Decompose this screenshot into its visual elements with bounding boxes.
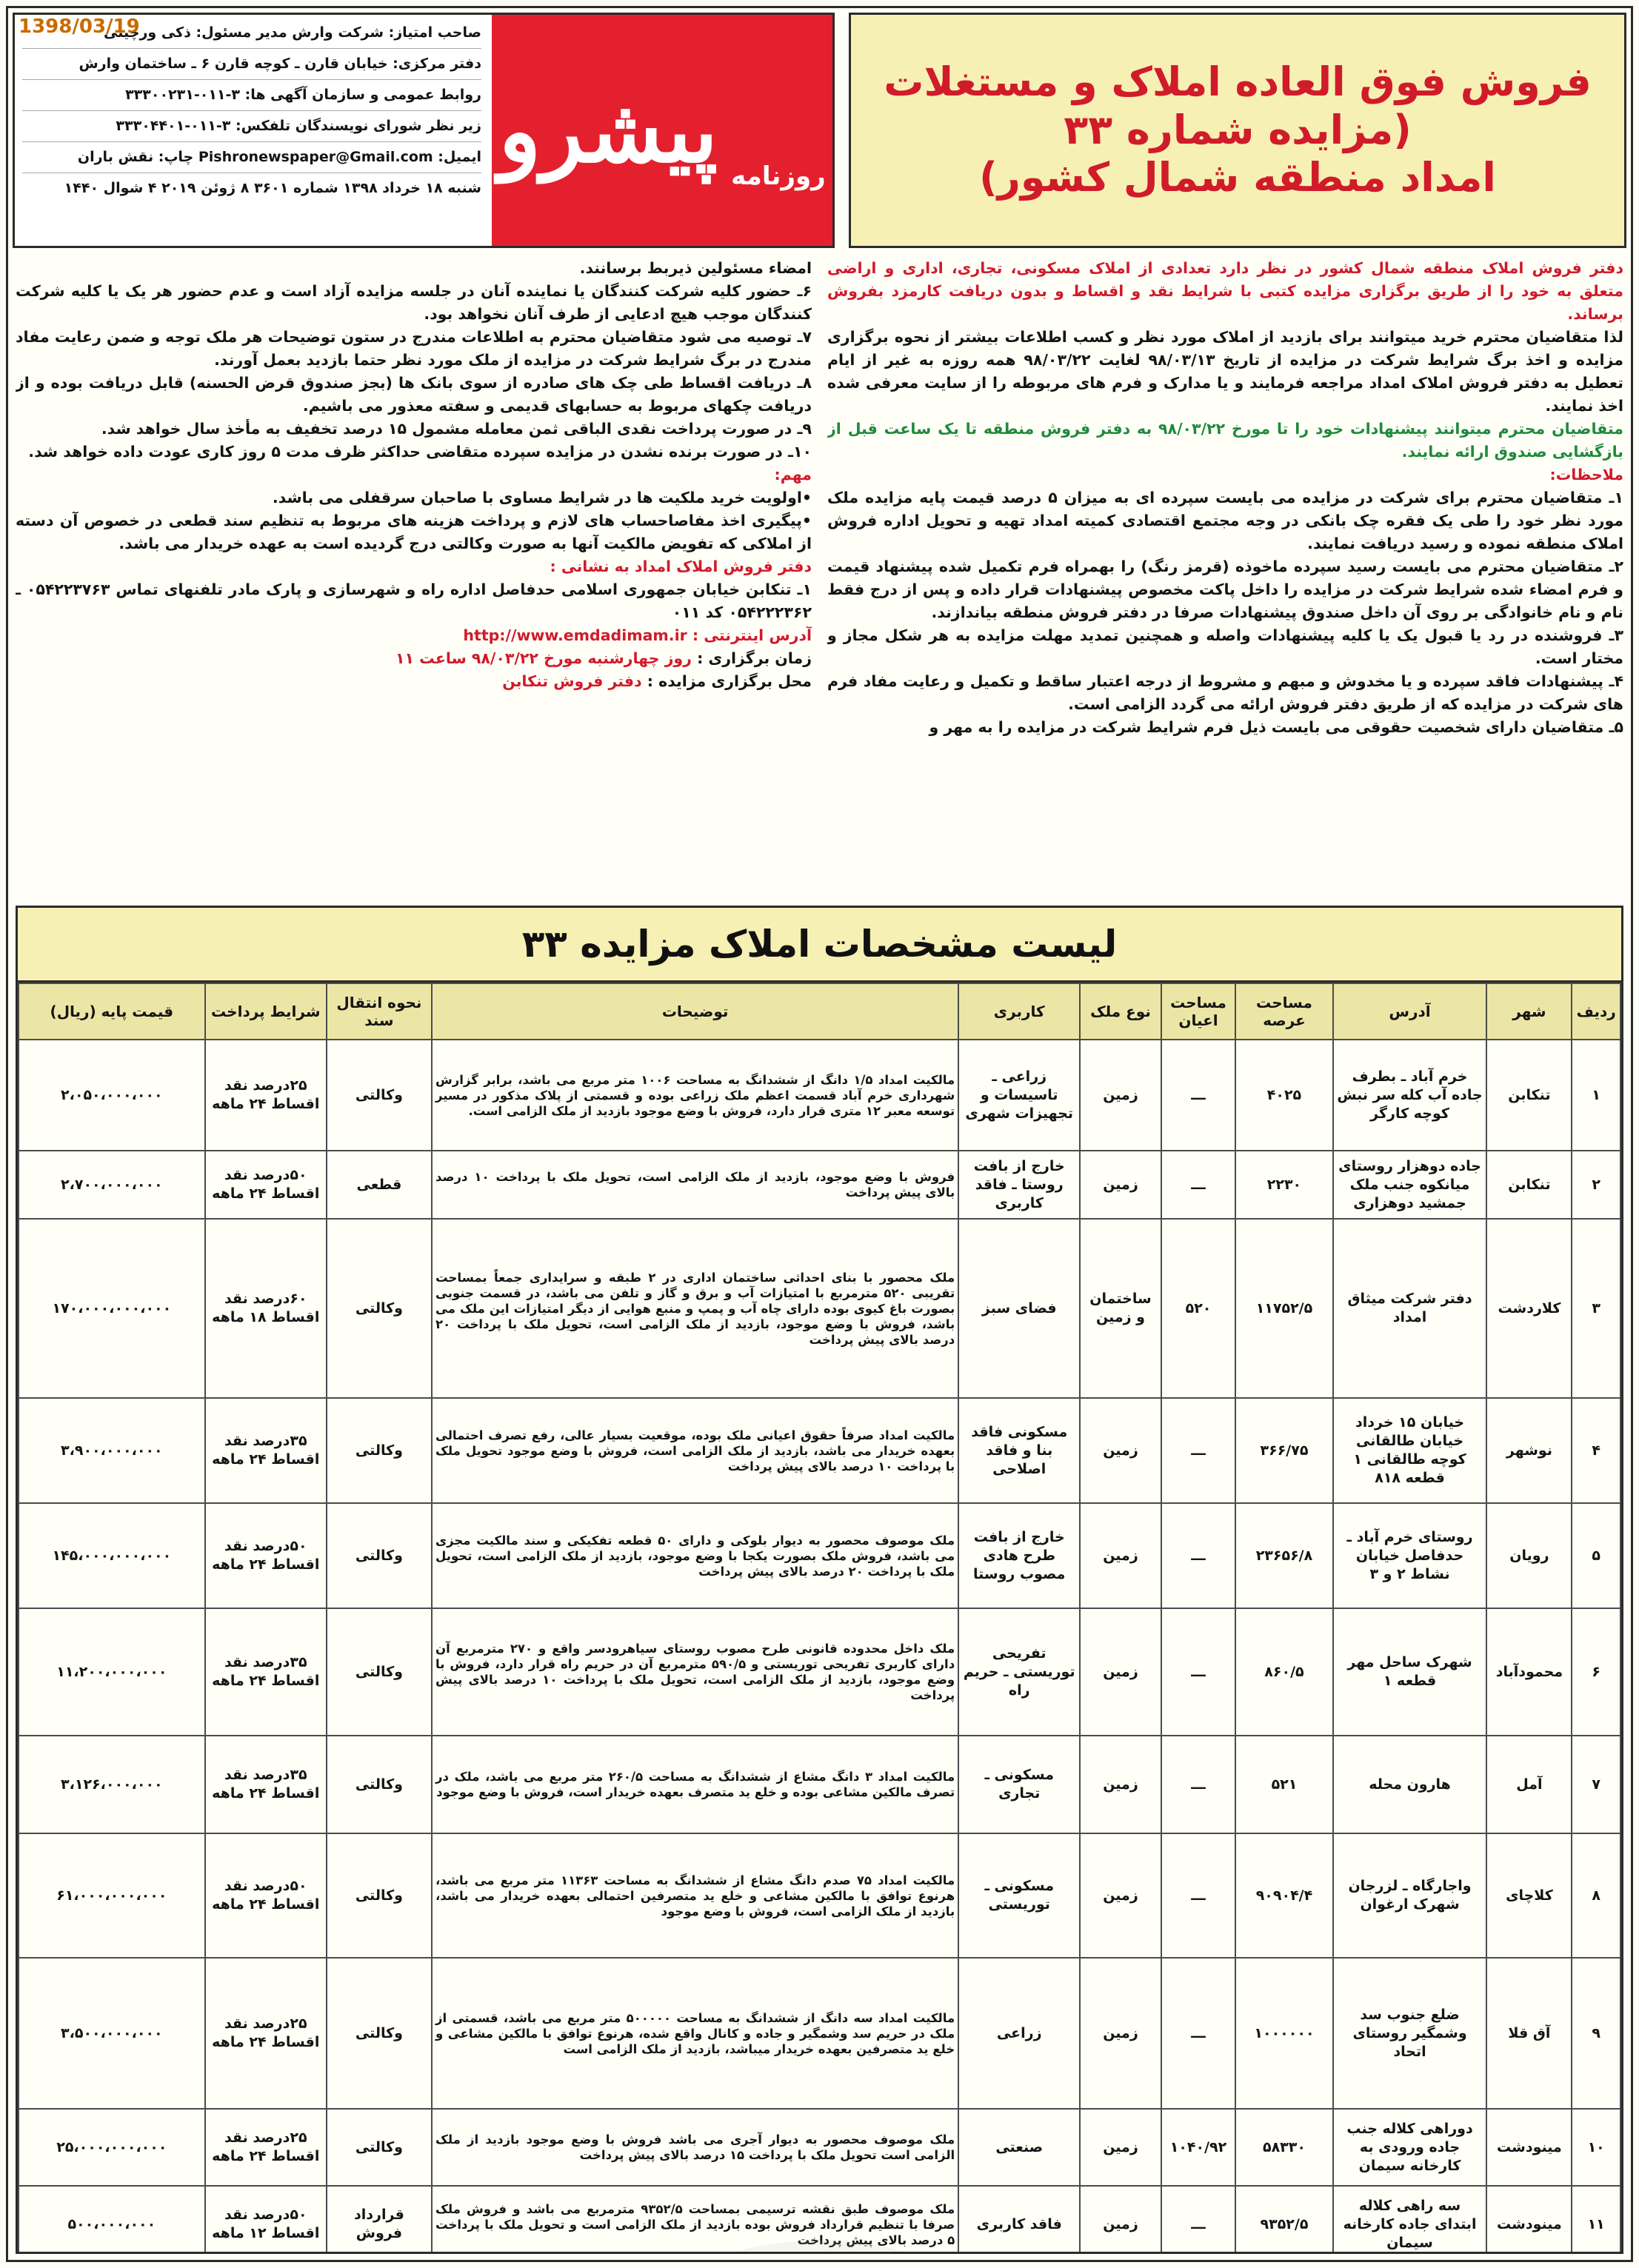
note-1: ۱ـ متقاضیان محترم برای شرکت در مزایده می بایست سپرده ای به میزان ۵ درصد قیمت پایه مزایده ملک مورد نظر خود را طی یک فقره چک بانکی در وجه مجتمع اقتصادی کمیته امداد تهیه و تحویل اداره فروش املاک منطقه نموده و رسید دریافت نمایند. xyxy=(827,489,1623,552)
table-cell: ۲۳۶۵۶/۸ xyxy=(1235,1503,1332,1608)
masthead-row: دفتر مرکزی: خیابان قارن ـ کوچه قارن ۶ ـ ساختمان وارش xyxy=(22,49,481,80)
table-cell: قطعی xyxy=(327,1151,432,1219)
table-header-cell: قیمت پایه (ریال) xyxy=(19,983,205,1040)
table-header-cell: مساحت عرصه xyxy=(1235,983,1332,1040)
table-header-cell: نحوه انتقال سند xyxy=(327,983,432,1040)
ad-title-line1: فروش فوق العاده املاک و مستغلات xyxy=(884,58,1592,105)
note-9: ۹ـ در صورت پرداخت نقدی الباقی ثمن معامله مشمول ۱۵ درصد تخفیف به مأخذ سال خواهد شد. xyxy=(101,420,812,438)
table-cell: وکالتی xyxy=(327,2109,432,2186)
table-cell: ملک داخل محدوده قانونی طرح مصوب روستای سیاهرودسر واقع و ۲۷۰ مترمربع آن دارای کاربری تفریحی توریستی و ۵۹۰/۵ مترمربع آن در حریم راه قرار دارد، فروش با وضع موجود، بازدید از ملک الزامی است، تحویل ملک با پرداخت ۱۰ درصد بالای پیش پرداخت xyxy=(432,1608,958,1736)
masthead-row: روابط عمومی و سازمان آگهی ها: ۳-۰۱۱-۳۳۳۰۰۲۳۱ xyxy=(22,80,481,111)
table-cell: فروش با وضع موجود، بازدید از ملک الزامی است، تحویل ملک با پرداخت ۱۰ درصد بالای پیش پرداخت xyxy=(432,1151,958,1219)
table-body xyxy=(19,1040,1620,2254)
masthead-info xyxy=(15,15,489,246)
table-cell: آمل xyxy=(1486,1736,1572,1833)
table-cell: زمین xyxy=(1080,1151,1161,1219)
table-row xyxy=(19,1608,1620,1736)
note-4: ۴ـ پیشنهادات فاقد سپرده و یا مخدوش و مبهم و مشروط از درجه اعتبار ساقط و تکمیل و رعایت مفاد فرم های شرکت در مزایده که از طریق دفتر فروش ارائه می گردد الزامی است. xyxy=(827,672,1623,713)
table-cell: آق قلا xyxy=(1486,1958,1572,2109)
table-cell: نوشهر xyxy=(1486,1398,1572,1503)
note-7: ۷ـ توصیه می شود متقاضیان محترم به اطلاعات مندرج در ستون توضیحات هر ملک توجه و ضمن رعایت مفاد مندرج در برگ شرایط شرکت در مزایده از ملک مورد نظر حتما بازدید بعمل آورند. xyxy=(16,328,812,369)
table-cell: ۳۵درصد نقد اقساط ۲۴ ماهه xyxy=(205,1608,327,1736)
table-cell: ملک محصور با بنای احداثی ساختمان اداری در ۲ طبقه و سرایداری جمعاً بمساحت تقریبی ۵۲۰ مترمربع با امتیازات آب و برق و گاز و تلفن می باشد، در قسمت جنوبی بصورت باغ کیوی بوده دارای چاه آب و پمپ و منبع هوایی از دیگر امتیازات این ملک می باشد، فروش با وضع موجود، بازدید از ملک الزامی است، تحویل ملک با پرداخت ۲۰ درصد بالای پیش پرداخت xyxy=(432,1219,958,1398)
table-header-row xyxy=(19,983,1620,1040)
table-cell: ۹ xyxy=(1572,1958,1620,2109)
table-cell: زراعی xyxy=(958,1958,1080,2109)
table-row xyxy=(19,1040,1620,1151)
intro-paragraph: دفتر فروش املاک منطقه شمال کشور در نظر دارد تعدادی از املاک مسکونی، تجاری، اداری و اراضی متعلق به خود را از طریق برگزاری مزایده کتبی با شرایط نقد و اقساط و بدون دریافت کارمزد بفروش برساند. xyxy=(827,259,1623,323)
table-cell: ۵۲۱ xyxy=(1235,1736,1332,1833)
table-header-cell: مساحت اعیان xyxy=(1161,983,1236,1040)
table-cell: ۳ xyxy=(1572,1219,1620,1398)
table-cell: مسکونی فاقد بنا و فاقد اصلاحی xyxy=(958,1398,1080,1503)
property-table xyxy=(18,983,1621,2254)
table-cell: ۵۰درصد نقد اقساط ۱۲ ماهه xyxy=(205,2186,327,2254)
important-1: •اولویت خرید ملکیت ها در شرایط مساوی با صاحبان سرقفلی می باشد. xyxy=(272,489,812,506)
table-cell: ـــ xyxy=(1161,1833,1236,1958)
table-cell: ۷ xyxy=(1572,1736,1620,1833)
table-cell: ملک موصوف طبق نقشه ترسیمی بمساحت ۹۳۵۲/۵ مترمربع می باشد و فروش ملک صرفا با تنظیم قرارداد فروش بوده بازدید از ملک الزامی است و تحویل ملک با پرداخت ۵ درصد بالای پیش پرداخت xyxy=(432,2186,958,2254)
note-8: ۸ـ دریافت اقساط طی چک های صادره از سوی بانک ها (بجز صندوق قرض الحسنه) قابل دریافت بوده و از دریافت چکهای مربوط به حسابهای قدیمی و سفته معذور می باشیم. xyxy=(16,374,812,415)
table-cell: ـــ xyxy=(1161,2186,1236,2254)
place-value: دفتر فروش تنکابن xyxy=(502,672,642,690)
table-cell: ۵۲۰ xyxy=(1161,1219,1236,1398)
table-cell: وکالتی xyxy=(327,1958,432,2109)
table-cell: ۱۰۰۰۰۰۰ xyxy=(1235,1958,1332,2109)
place-label: محل برگزاری مزایده : xyxy=(647,672,812,690)
table-cell: ملک موصوف محصور به دیوار آجری می باشد فروش با وضع موجود بازدید از ملک الزامی است تحویل ملک با پرداخت ۱۵ درصد بالای پیش پرداخت xyxy=(432,2109,958,2186)
table-cell: زمین xyxy=(1080,1040,1161,1151)
important-heading: مهم: xyxy=(774,466,812,484)
table-row xyxy=(19,1398,1620,1503)
visit-paragraph: لذا متقاضیان محترم خرید میتوانند برای بازدید از املاک مورد نظر و کسب اطلاعات بیشتر از نحوه برگزاری مزایده و اخذ برگ شرایط شرکت در مزایده از تاریخ ۹۸/۰۳/۱۳ لغایت ۹۸/۰۳/۲۲ همه روزه به غیر از ایام تعطیل به دفتر فروش املاک امداد مراجعه فرمایند و یا مدارک و فرم های مربوطه را از سایت معرفی شده اخذ نمایند. xyxy=(827,328,1623,415)
office-address: ۱ـ تنکابن خیابان جمهوری اسلامی حدفاصل اداره راه و شهرسازی و پارک مادر تلفنهای تماس ۰۵۴۲۲۳۷۶۳ ـ ۰۵۴۲۲۲۳۶۲ کد ۰۱۱ xyxy=(16,581,812,621)
table-cell: روستای خرم آباد ـ حدفاصل خیابان نشاط ۲ و ۳ xyxy=(1333,1503,1487,1608)
table-cell: دوراهی کلاله جنب جاده ورودی به کارخانه سیمان xyxy=(1333,2109,1487,2186)
note-6: ۶ـ حضور کلیه شرکت کنندگان یا نماینده آنان در جلسه مزایده آزاد است و عدم حضور هر یک یا کلیه شرکت کنندگان موجب هیچ ادعایی از طرف آنان نخواهد بود. xyxy=(16,282,812,323)
note-5: ۵ـ متقاضیان دارای شخصیت حقوقی می بایست ذیل فرم شرایط شرکت در مزایده را به مهر و xyxy=(929,718,1623,736)
table-cell: دفتر شرکت میثاق امداد xyxy=(1333,1219,1487,1398)
note-3: ۳ـ فروشنده در رد یا قبول یک یا کلیه پیشنهادات واصله و همچنین تمدید مهلت مزایده به هر شکل مجاز و مختار است. xyxy=(827,626,1623,667)
place-line xyxy=(16,670,812,693)
table-header-cell: آدرس xyxy=(1333,983,1487,1040)
table-header-cell: شهر xyxy=(1486,983,1572,1040)
table-cell: ۶ xyxy=(1572,1608,1620,1736)
note-10: ۱۰ـ در صورت برنده نشدن در مزایده سپرده متقاضی حداکثر ظرف مدت ۵ روز کاری عودت داده خواهد شد. xyxy=(28,443,812,461)
table-header-cell: شرایط پرداخت xyxy=(205,983,327,1040)
table-cell: هارون محله xyxy=(1333,1736,1487,1833)
table-row xyxy=(19,1151,1620,1219)
table-cell: فاقد کاربری xyxy=(958,2186,1080,2254)
logo-small-text: روزنامه xyxy=(731,161,826,191)
table-cell: ۳۶۶/۷۵ xyxy=(1235,1398,1332,1503)
table-cell: ۱۱،۲۰۰،۰۰۰،۰۰۰ xyxy=(19,1608,205,1736)
table-cell: مالکیت امداد ۳ دانگ مشاع از ششدانگ به مساحت ۲۶۰/۵ متر مربع می باشد، ملک در تصرف مالکین مشاعی بوده و خلع ید متصرف بعهده خریدار است، فروش با وضع موجود xyxy=(432,1736,958,1833)
table-cell: خرم آباد ـ بطرف جاده آب کله سر نبش کوچه کارگر xyxy=(1333,1040,1487,1151)
table-cell: مالکیت امداد سه دانگ از ششدانگ به مساحت ۵۰۰۰۰۰ متر مربع می باشد، قسمتی از ملک در حریم سد وشمگیر و جاده و کانال واقع شده، هرنوع توافق با مالکین مشاعی و خلع ید متصرفین بعهده خریدار میباشد، بازدید از ملک الزامی است xyxy=(432,1958,958,2109)
table-cell: ۵۰درصد نقد اقساط ۲۴ ماهه xyxy=(205,1503,327,1608)
table-cell: ـــ xyxy=(1161,1040,1236,1151)
table-cell: فضای سبز xyxy=(958,1219,1080,1398)
table-cell: ۱۴۵،۰۰۰،۰۰۰،۰۰۰ xyxy=(19,1503,205,1608)
table-cell: ۸ xyxy=(1572,1833,1620,1958)
time-label: زمان برگزاری : xyxy=(697,649,812,667)
note-2: ۲ـ متقاضیان محترم می بایست رسید سپرده ماخوذه (قرمز رنگ) را بهمراه فرم تکمیل شده پیشنهاد قیمت و فرم امضاء شده شرایط شرکت در مزایده را داخل پاکت مخصوص پیشنهادات قرار داده و پس از درج فقط نام و نام خانوادگی بر روی آن داخل صندوق پیشنهادات صرفا در دفتر فروش منطقه بیاندازند. xyxy=(827,558,1623,621)
important-2: •پیگیری اخذ مفاصاحساب های لازم و پرداخت هزینه های مربوط به تنظیم سند قطعی در خصوص آن دسته از املاکی که تفویض مالکیت آنها به صورت وکالتی درج گردیده است به عهده خریدار می باشد. xyxy=(16,512,812,552)
table-cell: وکالتی xyxy=(327,1736,432,1833)
table-cell: زمین xyxy=(1080,1398,1161,1503)
time-value: روز چهارشنبه مورخ ۹۸/۰۳/۲۲ ساعت ۱۱ xyxy=(395,649,692,667)
table-cell: ۶۰درصد نقد اقساط ۱۸ ماهه xyxy=(205,1219,327,1398)
table-header-cell: توضیحات xyxy=(432,983,958,1040)
table-cell: ۵۰درصد نقد اقساط ۲۴ ماهه xyxy=(205,1833,327,1958)
table-title: لیست مشخصات املاک مزایده ۳۳ xyxy=(18,908,1621,983)
table-cell: ۲۲۳۰ xyxy=(1235,1151,1332,1219)
note-5-continued: امضاء مسئولین ذیربط برسانند. xyxy=(579,259,812,277)
table-cell: ۱۱۷۵۲/۵ xyxy=(1235,1219,1332,1398)
ad-title-line3: امداد منطقه شمال کشور) xyxy=(979,154,1496,201)
table-cell: ۵ xyxy=(1572,1503,1620,1608)
table-cell: کلاچای xyxy=(1486,1833,1572,1958)
table-cell: تنکابن xyxy=(1486,1151,1572,1219)
table-cell: مالکیت امداد ۷۵ صدم دانگ مشاع از ششدانگ به مساحت ۱۱۳۶۳ متر مربع می باشد، هرنوع توافق با مالکین مشاعی و خلع ید متصرفین احتمالی بعهده خریدار می باشد، بازدید از ملک الزامی است، فروش با وضع موجود xyxy=(432,1833,958,1958)
table-cell: ۲۵درصد نقد اقساط ۲۴ ماهه xyxy=(205,1958,327,2109)
table-cell: خارج از بافت طرح هادی مصوب روستا xyxy=(958,1503,1080,1608)
table-cell: ملک موصوف محصور به دیوار بلوکی و دارای ۵۰ قطعه تفکیکی و سند مالکیت مجزی می باشد، فروش ملک بصورت یکجا با وضع موجود، بازدید از ملک الزامی است، تحویل ملک با پرداخت ۲۰ درصد بالای پیش پرداخت xyxy=(432,1503,958,1608)
table-cell: وکالتی xyxy=(327,1833,432,1958)
masthead-row: شنبه ۱۸ خرداد ۱۳۹۸ شماره ۳۶۰۱ ۸ ژوئن ۲۰۱۹ ۴ شوال ۱۴۴۰ xyxy=(64,180,481,196)
table-cell: وکالتی xyxy=(327,1503,432,1608)
table-cell: ـــ xyxy=(1161,1608,1236,1736)
table-cell: ۲۵درصد نقد اقساط ۲۴ ماهه xyxy=(205,2109,327,2186)
table-cell: ـــ xyxy=(1161,1736,1236,1833)
table-cell: خیابان ۱۵ خرداد خیابان طالقانی کوچه طالقانی ۱ قطعه ۸۱۸ xyxy=(1333,1398,1487,1503)
masthead-row: صاحب امتیاز: شرکت وارش مدیر مسئول: ذکی ورچینی xyxy=(22,18,481,49)
table-cell: ساختمان و زمین xyxy=(1080,1219,1161,1398)
time-line xyxy=(16,647,812,670)
ad-body xyxy=(16,257,1623,900)
logo-big-text: پیشرو xyxy=(498,78,718,182)
table-cell: ۴۰۲۵ xyxy=(1235,1040,1332,1151)
table-row xyxy=(19,2109,1620,2186)
table-cell: وکالتی xyxy=(327,1398,432,1503)
table-cell: مینودشت xyxy=(1486,2109,1572,2186)
right-column xyxy=(827,257,1623,900)
table-row xyxy=(19,1219,1620,1398)
table-cell: ۳۵درصد نقد اقساط ۲۴ ماهه xyxy=(205,1398,327,1503)
newspaper-page xyxy=(6,6,1633,2262)
left-column xyxy=(16,257,812,900)
masthead xyxy=(13,13,835,248)
table-cell: وکالتی xyxy=(327,1040,432,1151)
newspaper-logo xyxy=(492,15,832,246)
table-cell: زمین xyxy=(1080,1503,1161,1608)
table-cell: تفریحی توریستی ـ حریم راه xyxy=(958,1608,1080,1736)
table-cell: زمین xyxy=(1080,1608,1161,1736)
table-cell: تنکابن xyxy=(1486,1040,1572,1151)
website-link[interactable]: http://www.emdadimam.ir xyxy=(463,626,687,644)
table-row xyxy=(19,1833,1620,1958)
table-cell: ـــ xyxy=(1161,1398,1236,1503)
table-cell: زمین xyxy=(1080,1833,1161,1958)
table-cell: رویان xyxy=(1486,1503,1572,1608)
table-cell: وکالتی xyxy=(327,1608,432,1736)
ad-title-line2: (مزایده شماره ۳۳ xyxy=(1064,106,1412,153)
table-cell: ۲۵،۰۰۰،۰۰۰،۰۰۰ xyxy=(19,2109,205,2186)
table-cell: سه راهی کلاله ابتدای جاده کارخانه سیمان xyxy=(1333,2186,1487,2254)
table-cell: ـــ xyxy=(1161,1958,1236,2109)
table-cell: ۱۱ xyxy=(1572,2186,1620,2254)
table-cell: زمین xyxy=(1080,1736,1161,1833)
table-cell: ضلع جنوب سد وشمگیر روستای اتحاد xyxy=(1333,1958,1487,2109)
masthead-row: زیر نظر شورای نویسندگان تلفکس: ۳-۰۱۱-۳۳۳۰۴۴۰۱ xyxy=(22,111,481,142)
table-cell: مینودشت xyxy=(1486,2186,1572,2254)
table-cell: صنعتی xyxy=(958,2109,1080,2186)
table-cell: مالکیت امداد صرفاً حقوق اعیانی ملک بوده، موقعیت بسیار عالی، رفع تصرف احتمالی بعهده خریدار می باشد، بازدید از ملک الزامی است، فروش با وضع موجود تحویل ملک با پرداخت ۱۰ درصد بالای پیش پرداخت xyxy=(432,1398,958,1503)
table-cell: قرارداد فروش xyxy=(327,2186,432,2254)
table-header-cell: نوع ملک xyxy=(1080,983,1161,1040)
table-row xyxy=(19,1503,1620,1608)
table-cell: زمین xyxy=(1080,2109,1161,2186)
table-cell: ۱۰ xyxy=(1572,2109,1620,2186)
table-cell: ۱۰۴۰/۹۲ xyxy=(1161,2109,1236,2186)
table-cell: ۳۵درصد نقد اقساط ۲۴ ماهه xyxy=(205,1736,327,1833)
table-cell: مسکونی ـ توریستی xyxy=(958,1833,1080,1958)
table-cell: ۳،۹۰۰،۰۰۰،۰۰۰ xyxy=(19,1398,205,1503)
table-cell: ۲۵درصد نقد اقساط ۲۴ ماهه xyxy=(205,1040,327,1151)
website-line xyxy=(16,624,812,647)
table-cell: ۳،۵۰۰،۰۰۰،۰۰۰ xyxy=(19,1958,205,2109)
table-cell: ۲،۰۵۰،۰۰۰،۰۰۰ xyxy=(19,1040,205,1151)
table-cell: خارج از بافت روستا ـ فاقد کاربری xyxy=(958,1151,1080,1219)
header xyxy=(13,13,1626,248)
table-cell: ـــ xyxy=(1161,1151,1236,1219)
table-cell: وکالتی xyxy=(327,1219,432,1398)
table-header-cell: کاربری xyxy=(958,983,1080,1040)
table-cell: ۵۰۰،۰۰۰،۰۰۰ xyxy=(19,2186,205,2254)
table-cell: زمین xyxy=(1080,1958,1161,2109)
property-table-box xyxy=(16,906,1623,2254)
table-cell: ۲،۷۰۰،۰۰۰،۰۰۰ xyxy=(19,1151,205,1219)
table-cell: مالکیت امداد ۱/۵ دانگ از ششدانگ به مساحت ۱۰۰۶ متر مربع می باشد، برابر گزارش شهرداری خرم آباد قسمت اعظم ملک زراعی بوده و قسمتی از پلاک مذکور در مسیر توسعه معبر ۱۲ متری قرار دارد، فروش با وضع موجود بازدید از ملک الزامی است. xyxy=(432,1040,958,1151)
table-cell: ۱۷۰،۰۰۰،۰۰۰،۰۰۰ xyxy=(19,1219,205,1398)
table-row xyxy=(19,1736,1620,1833)
table-cell: ۹۰۹۰۴/۴ xyxy=(1235,1833,1332,1958)
table-cell: ۸۶۰/۵ xyxy=(1235,1608,1332,1736)
table-cell: جاده دوهزار روستای میانکوه جنب ملک جمشید دوهزاری xyxy=(1333,1151,1487,1219)
table-cell: ۹۳۵۲/۵ xyxy=(1235,2186,1332,2254)
deadline-paragraph: متقاضیان محترم میتوانند پیشنهادات خود را تا مورخ ۹۸/۰۳/۲۲ به دفتر فروش منطقه تا یک ساعت قبل از بازگشایی صندوق ارائه نمایند. xyxy=(827,420,1623,461)
table-cell: ۴ xyxy=(1572,1398,1620,1503)
masthead-row: ایمیل: Pishronewspaper@Gmail.com چاپ: نقش باران xyxy=(22,142,481,173)
table-header-cell: ردیف xyxy=(1572,983,1620,1040)
table-cell: محمودآباد xyxy=(1486,1608,1572,1736)
notes-heading: ملاحظات: xyxy=(1549,466,1623,484)
table-cell: زمین xyxy=(1080,2186,1161,2254)
office-heading: دفتر فروش املاک امداد به نشانی : xyxy=(550,558,812,575)
table-cell: کلاردشت xyxy=(1486,1219,1572,1398)
table-cell: ۵۸۳۳۰ xyxy=(1235,2109,1332,2186)
table-cell: ۲ xyxy=(1572,1151,1620,1219)
table-cell: ۳،۱۲۶،۰۰۰،۰۰۰ xyxy=(19,1736,205,1833)
table-cell: ۵۰درصد نقد اقساط ۲۴ ماهه xyxy=(205,1151,327,1219)
table-cell: زراعی ـ تاسیسات و تجهیزات شهری xyxy=(958,1040,1080,1151)
table-cell: شهرک ساحل مهر قطعه ۱ xyxy=(1333,1608,1487,1736)
table-cell: ۱ xyxy=(1572,1040,1620,1151)
ad-title-box xyxy=(849,13,1626,248)
date-stamp: 1398/03/19 xyxy=(19,16,140,38)
table-cell: ۶۱،۰۰۰،۰۰۰،۰۰۰ xyxy=(19,1833,205,1958)
table-cell: ـــ xyxy=(1161,1503,1236,1608)
website-label: آدرس اینترنتی : xyxy=(692,626,812,644)
table-cell: واجارگاه ـ لزرجان شهرک ارغوان xyxy=(1333,1833,1487,1958)
table-row xyxy=(19,1958,1620,2109)
table-row xyxy=(19,2186,1620,2254)
table-cell: مسکونی ـ تجاری xyxy=(958,1736,1080,1833)
